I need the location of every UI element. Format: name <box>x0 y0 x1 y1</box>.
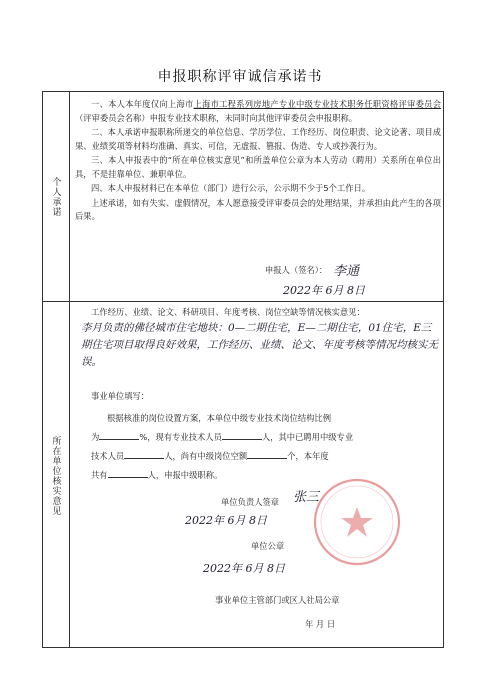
column-divider <box>69 92 70 647</box>
commitment-item-4: 四、本人申报材料已在本单位（部门）进行公示，公示期不少于5个工作日。 <box>91 183 371 193</box>
staff-count-blank[interactable] <box>222 430 262 440</box>
page-title: 申报职称评审诚信承诺书 <box>157 69 323 85</box>
commitment-item-3: 三、本人申报表中的“所在单位核实意见”和所盖单位公章为本人劳动（聘用）关系所在单位出具，不是挂靠单位、兼职单位。 <box>75 155 441 179</box>
verification-label: 工作经历、业绩、论文、科研项目、年度考核、岗位空缺等情况核实意见： <box>91 307 365 317</box>
quota-line-1: 根据核准的岗位设置方案，本单位中级专业技术岗位结构比例 <box>107 413 332 423</box>
side-label-unit: 所在单位核实意见 <box>50 435 61 516</box>
leader-sign-label: 单位负责人签章 <box>221 497 280 507</box>
signer-signature: 李通 <box>333 264 360 279</box>
leader-signature: 张三 <box>293 490 320 505</box>
leader-sign-date: 2022年 6月 8日 <box>185 514 267 527</box>
quota-line-4: 共有 人，申报中级职称。 <box>91 470 223 480</box>
side-label-personal: 个人承诺 <box>50 176 61 217</box>
company-seal-stamp <box>312 477 402 567</box>
employed-count-blank[interactable] <box>124 449 164 459</box>
quota-ratio-blank[interactable] <box>99 430 139 440</box>
signer-label: 申报人（签名）： <box>265 265 328 275</box>
signer-date: 2022年 6月 8日 <box>283 284 365 297</box>
commitment-item-2: 二、本人承诺申报职称所递交的单位信息、学历学位、工作经历、岗位职责、论文论著、项目成果、业绩奖项等材料均准确、真实、可信，无虚报、篡报、伪造、专人或抄袭行为。 <box>75 127 441 151</box>
quota-line-2: 为 %，现有专业技术人员 人，其中已聘用中级专业 <box>91 432 354 442</box>
commitment-item-5: 上述承诺，如有失实、虚假情况，本人愿意接受评审委员会的处理结果，并承担由此产生的各项后果。 <box>75 197 441 221</box>
vacancy-count-blank[interactable] <box>247 449 287 459</box>
seal-date: 2022年 6月 8日 <box>203 562 285 575</box>
seal-label: 单位公章 <box>251 541 285 551</box>
applicant-count-blank[interactable] <box>108 468 148 478</box>
verification-opinion-handwritten: 李月负责的佛径城市住宅地块：0—二期住宅，E—二期住宅，01住宅，E三期住宅项目取得良好效果，工作经历、业绩、论文、年度考核等情况均核实无误。 <box>81 322 438 368</box>
authority-date: 年 月 日 <box>305 619 336 629</box>
row-divider <box>43 301 443 302</box>
fill-label: 事业单位填写： <box>91 391 150 401</box>
commitment-item-1: 一、本人本年度仅向上海市上海市工程系列房地产专业中级专业技术职务任职资格评审委员会（评审委员会名称）申报专业技术职称，未同时向其他评审委员会申报职称。 <box>75 99 441 123</box>
personal-commitment-text <box>75 98 441 225</box>
authority-seal-label: 事业单位主管部门或区人社局公章 <box>215 595 340 605</box>
committee-name: 上海市工程系列房地产专业中级专业技术职务任职资格评审委员会 <box>193 99 441 109</box>
quota-line-3: 技术人员 人，尚有中级岗位空额 个，本年度 <box>91 451 329 461</box>
